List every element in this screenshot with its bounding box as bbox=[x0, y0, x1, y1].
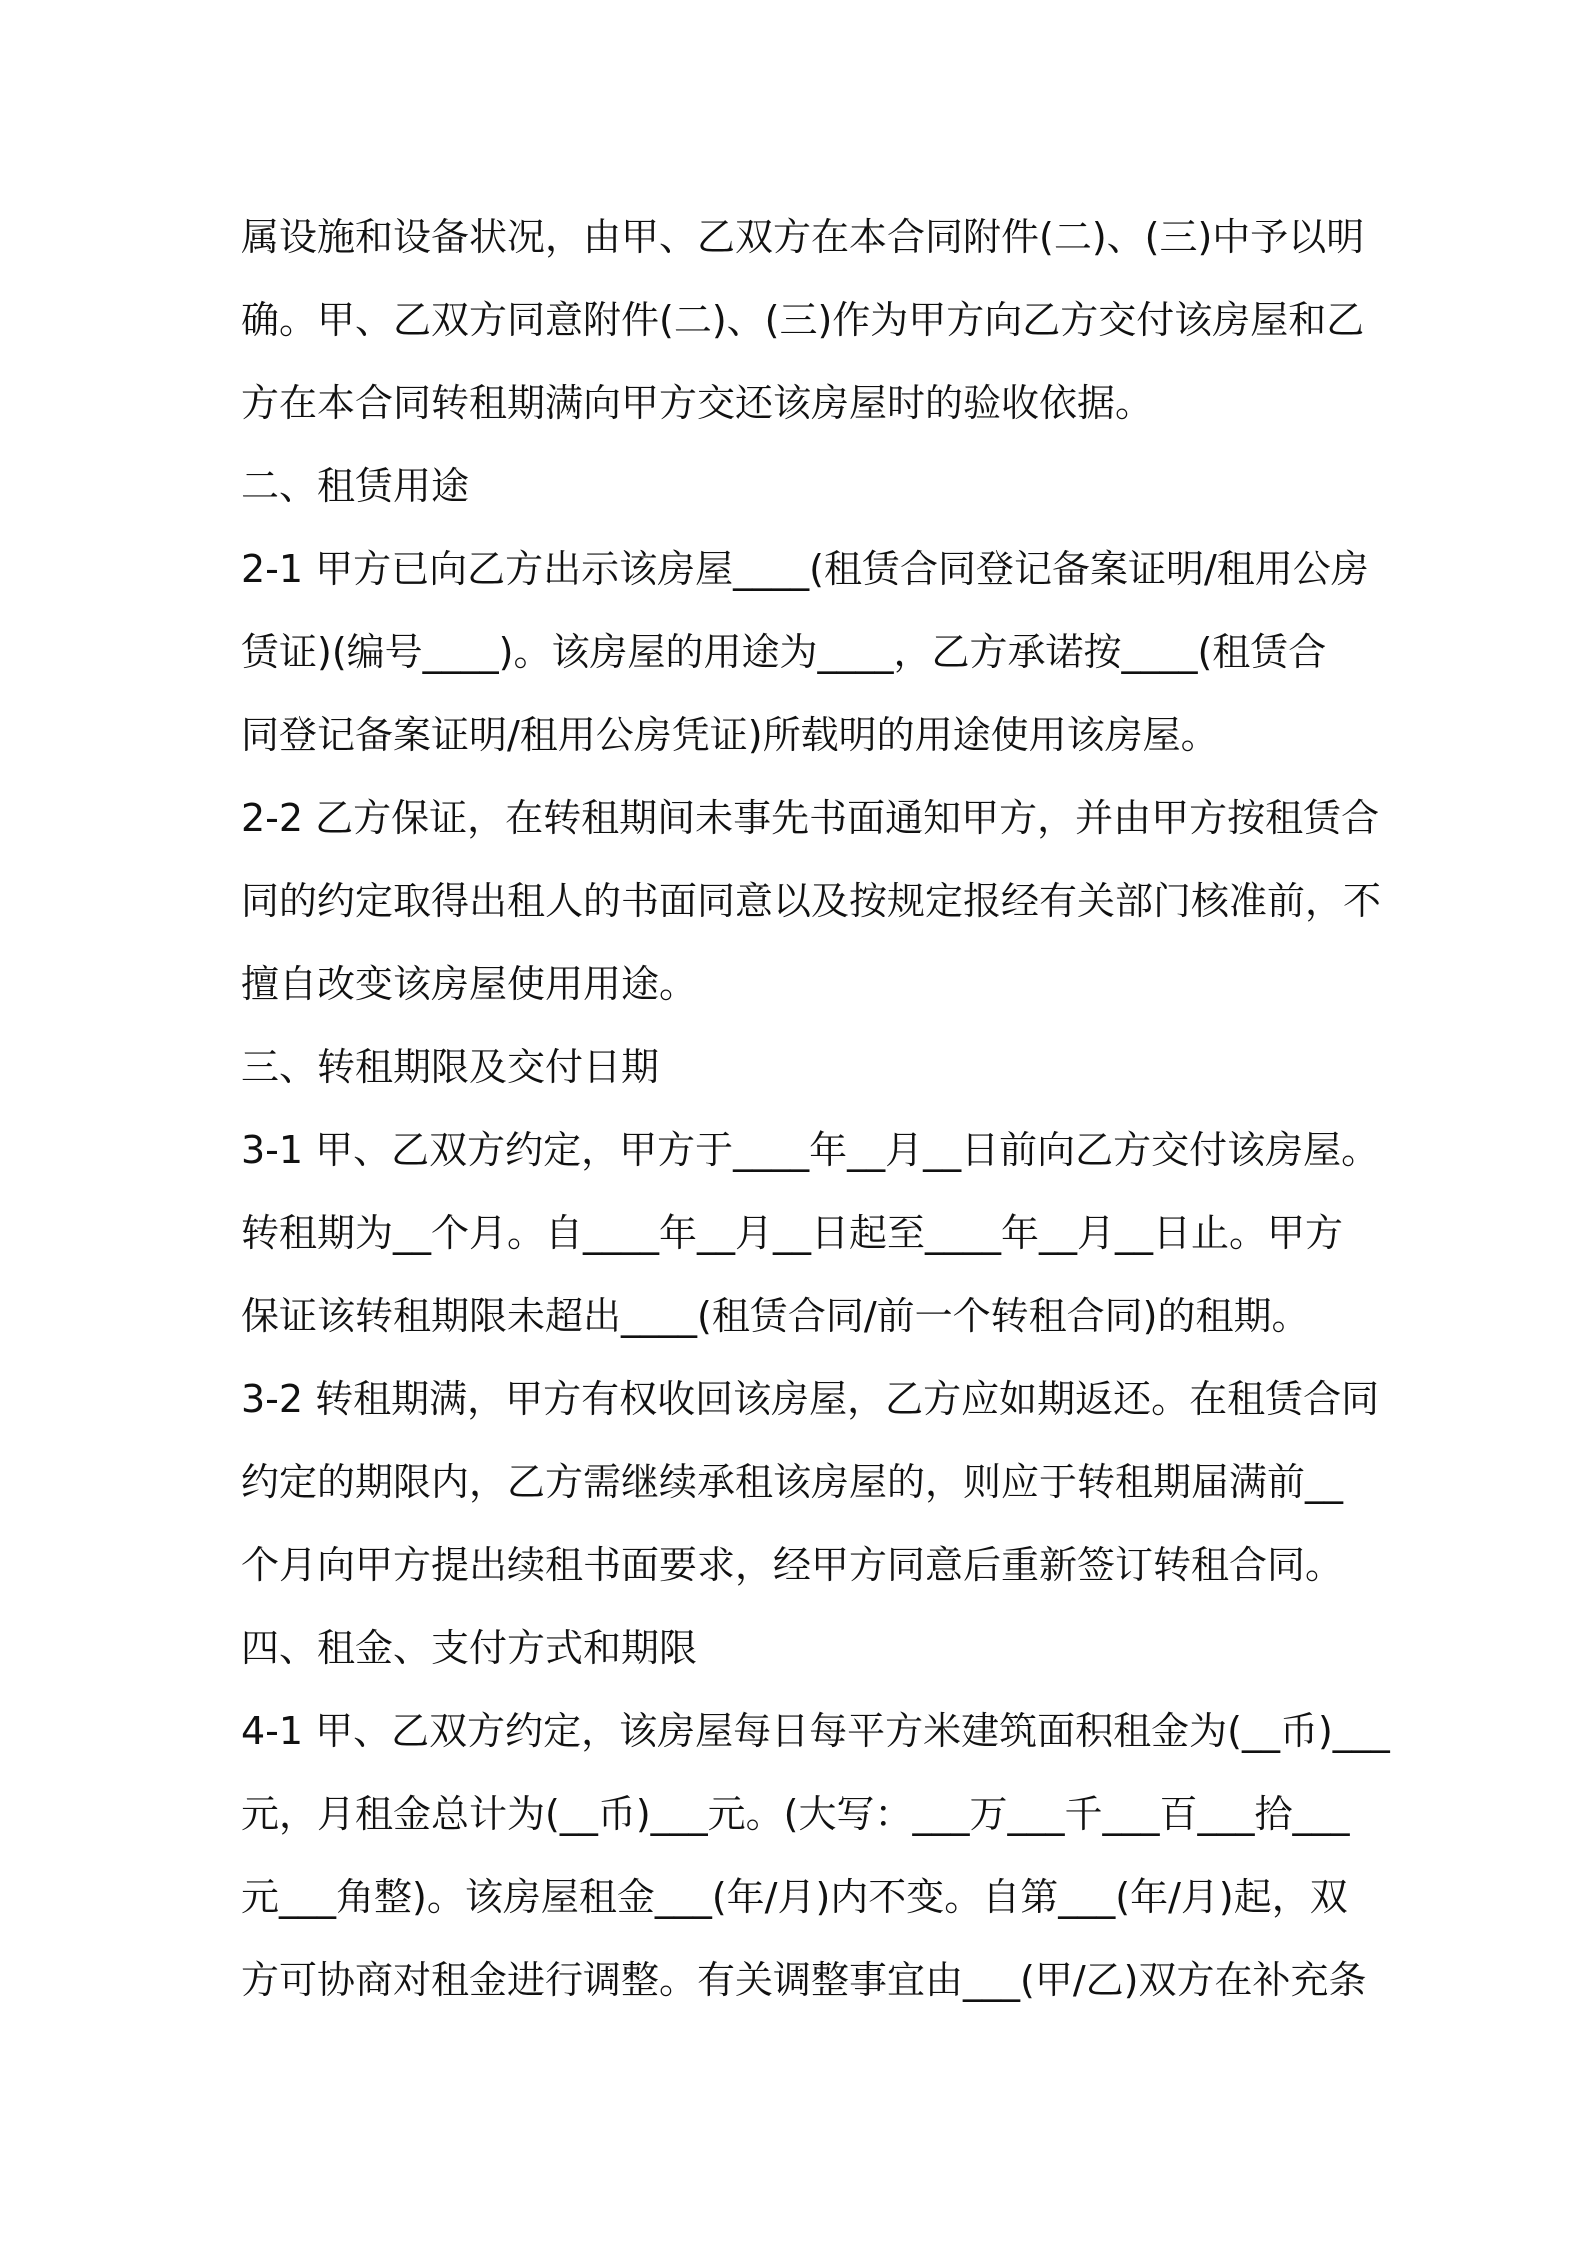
text-line: 个月向甲方提出续租书面要求，经甲方同意后重新签订转租合同。 bbox=[241, 1543, 1344, 1587]
text-line: 2-2 乙方保证，在转租期间未事先书面通知甲方，并由甲方按租赁合 bbox=[241, 796, 1380, 840]
text-line: 同登记备案证明/租用公房凭证)所载明的用途使用该房屋。 bbox=[241, 713, 1219, 757]
text-line: 元，月租金总计为(__币)___元。(大写：___万___千___百___拾___ bbox=[241, 1792, 1350, 1836]
text-line: 2-1 甲方已向乙方出示该房屋____(租赁合同登记备案证明/租用公房 bbox=[241, 547, 1369, 591]
text-line: 方在本合同转租期满向甲方交还该房屋时的验收依据。 bbox=[241, 381, 1154, 425]
text-line: 赁证)(编号____)。该房屋的用途为____，乙方承诺按____(租赁合 bbox=[241, 630, 1327, 674]
text-line: 保证该转租期限未超出____(租赁合同/前一个转租合同)的租期。 bbox=[241, 1294, 1310, 1338]
text-line: 3-1 甲、乙双方约定，甲方于____年__月__日前向乙方交付该房屋。 bbox=[241, 1128, 1380, 1172]
text-line: 转租期为__个月。自____年__月__日起至____年__月__日止。甲方 bbox=[241, 1211, 1344, 1255]
document-body bbox=[241, 196, 1390, 2022]
text-line: 擅自改变该房屋使用用途。 bbox=[241, 962, 698, 1006]
section-heading: 三、转租期限及交付日期 bbox=[241, 1045, 660, 1089]
text-line: 同的约定取得出租人的书面同意以及按规定报经有关部门核准前，不 bbox=[241, 879, 1382, 923]
text-line: 确。甲、乙双方同意附件(二)、(三)作为甲方向乙方交付该房屋和乙 bbox=[241, 298, 1365, 342]
text-line: 3-2 转租期满，甲方有权收回该房屋，乙方应如期返还。在租赁合同 bbox=[241, 1377, 1380, 1421]
text-line: 4-1 甲、乙双方约定，该房屋每日每平方米建筑面积租金为(__币)___ bbox=[241, 1709, 1390, 1753]
section-heading: 四、租金、支付方式和期限 bbox=[241, 1626, 698, 1670]
section-heading: 二、租赁用途 bbox=[241, 464, 470, 508]
text-line: 元___角整)。该房屋租金___(年/月)内不变。自第___(年/月)起，双 bbox=[241, 1875, 1348, 1919]
text-line: 属设施和设备状况，由甲、乙双方在本合同附件(二)、(三)中予以明 bbox=[241, 215, 1365, 259]
text-line: 方可协商对租金进行调整。有关调整事宜由___(甲/乙)双方在补充条 bbox=[241, 1958, 1367, 2002]
text-line: 约定的期限内，乙方需继续承租该房屋的，则应于转租期届满前__ bbox=[241, 1460, 1344, 1504]
